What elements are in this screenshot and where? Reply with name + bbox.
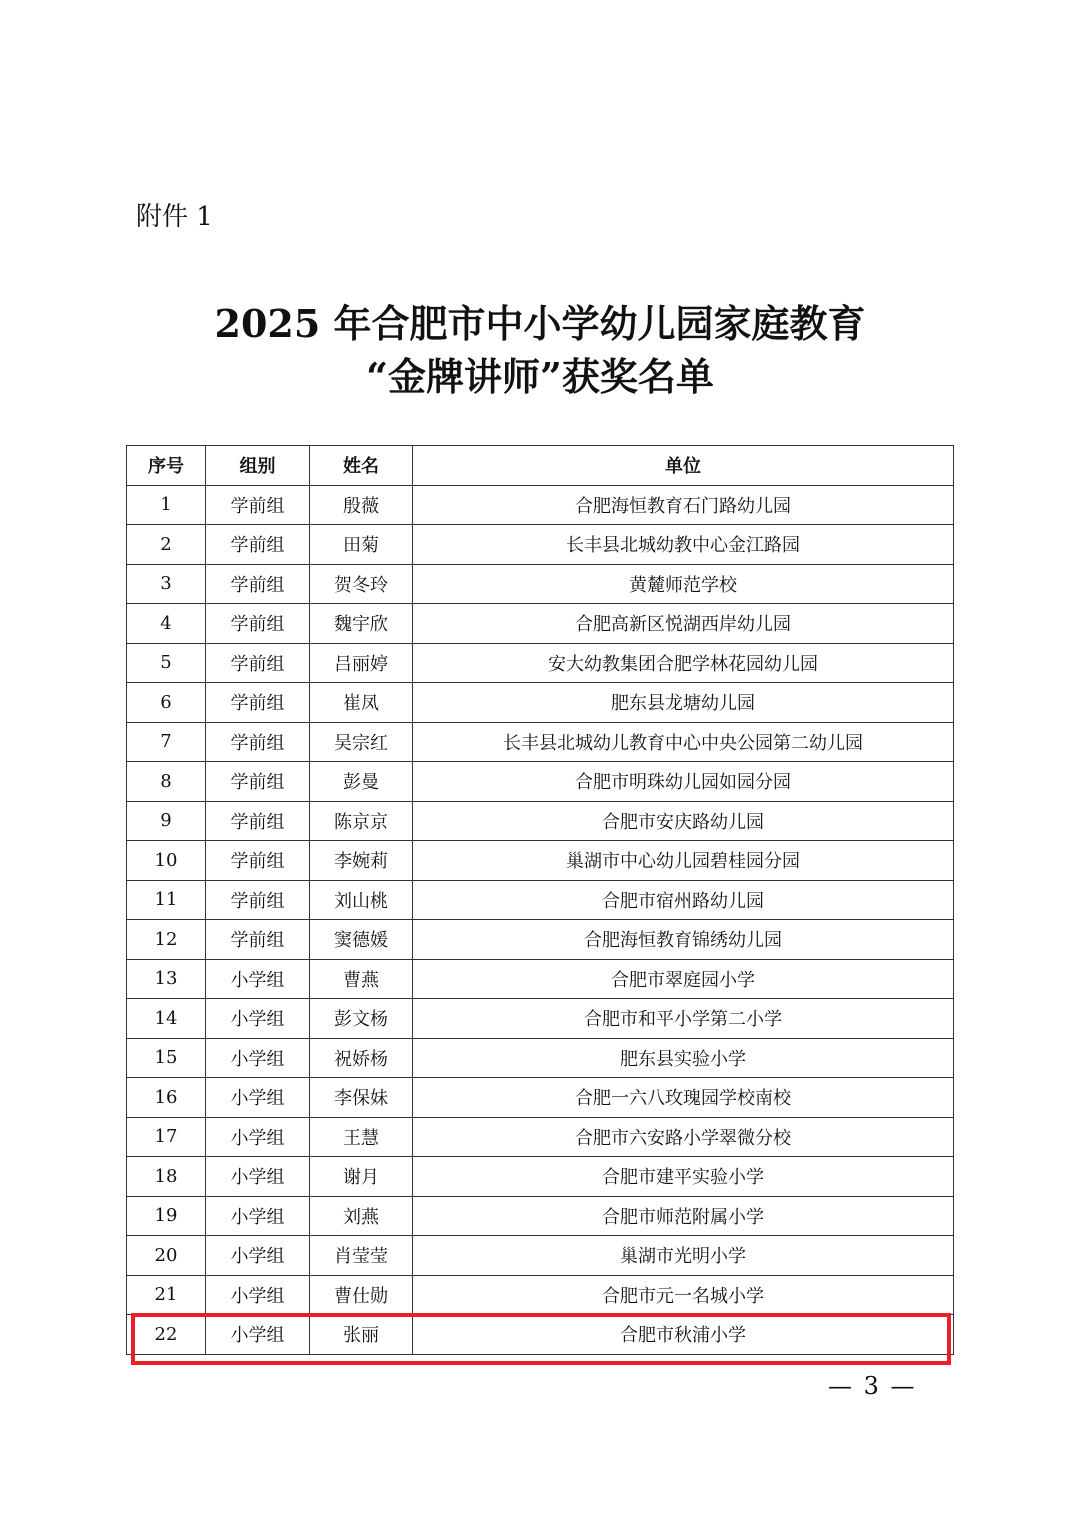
award-list-table — [126, 445, 954, 1355]
header-name: 姓名 — [310, 446, 413, 486]
cell-group: 学前组 — [206, 643, 310, 683]
cell-group: 小学组 — [206, 1275, 310, 1315]
cell-index: 19 — [127, 1196, 206, 1236]
cell-name: 曹仕勋 — [310, 1275, 413, 1315]
cell-name: 吴宗红 — [310, 722, 413, 762]
cell-group: 小学组 — [206, 1038, 310, 1078]
cell-index: 22 — [127, 1315, 206, 1355]
cell-unit: 黄麓师范学校 — [413, 564, 954, 604]
cell-index: 16 — [127, 1078, 206, 1118]
cell-unit: 合肥市和平小学第二小学 — [413, 999, 954, 1039]
cell-unit: 合肥高新区悦湖西岸幼儿园 — [413, 604, 954, 644]
table-row — [127, 920, 954, 960]
cell-index: 4 — [127, 604, 206, 644]
highlight-box — [131, 1313, 951, 1365]
cell-unit: 合肥市建平实验小学 — [413, 1157, 954, 1197]
cell-group: 学前组 — [206, 722, 310, 762]
cell-index: 12 — [127, 920, 206, 960]
table-row — [127, 959, 954, 999]
cell-unit: 合肥市翠庭园小学 — [413, 959, 954, 999]
page-number: — 3 — — [828, 1372, 917, 1400]
cell-group: 小学组 — [206, 1117, 310, 1157]
cell-group: 小学组 — [206, 1157, 310, 1197]
cell-index: 21 — [127, 1275, 206, 1315]
cell-index: 7 — [127, 722, 206, 762]
table-row — [127, 999, 954, 1039]
header-unit: 单位 — [413, 446, 954, 486]
table-row — [127, 1117, 954, 1157]
cell-name: 谢月 — [310, 1157, 413, 1197]
table-row — [127, 762, 954, 802]
cell-name: 祝娇杨 — [310, 1038, 413, 1078]
table-row — [127, 1275, 954, 1315]
cell-name: 殷薇 — [310, 485, 413, 525]
cell-unit: 合肥市六安路小学翠微分校 — [413, 1117, 954, 1157]
cell-group: 小学组 — [206, 1315, 310, 1355]
header-index: 序号 — [127, 446, 206, 486]
table-row — [127, 683, 954, 723]
cell-name: 李保妹 — [310, 1078, 413, 1118]
table-row — [127, 880, 954, 920]
cell-group: 学前组 — [206, 920, 310, 960]
cell-name: 张丽 — [310, 1315, 413, 1355]
cell-name: 吕丽婷 — [310, 643, 413, 683]
cell-unit: 合肥市明珠幼儿园如园分园 — [413, 762, 954, 802]
header-group: 组别 — [206, 446, 310, 486]
cell-index: 9 — [127, 801, 206, 841]
cell-index: 3 — [127, 564, 206, 604]
table-row — [127, 1236, 954, 1276]
table-row — [127, 604, 954, 644]
cell-unit: 长丰县北城幼儿教育中心中央公园第二幼儿园 — [413, 722, 954, 762]
cell-index: 15 — [127, 1038, 206, 1078]
cell-group: 小学组 — [206, 1196, 310, 1236]
table-row — [127, 801, 954, 841]
cell-group: 小学组 — [206, 1236, 310, 1276]
table-row — [127, 525, 954, 565]
cell-group: 学前组 — [206, 485, 310, 525]
cell-index: 17 — [127, 1117, 206, 1157]
cell-unit: 合肥海恒教育石门路幼儿园 — [413, 485, 954, 525]
cell-group: 学前组 — [206, 525, 310, 565]
table-row — [127, 1196, 954, 1236]
cell-name: 田菊 — [310, 525, 413, 565]
cell-index: 5 — [127, 643, 206, 683]
cell-group: 小学组 — [206, 999, 310, 1039]
cell-name: 刘山桃 — [310, 880, 413, 920]
cell-name: 崔凤 — [310, 683, 413, 723]
cell-index: 10 — [127, 841, 206, 881]
cell-group: 学前组 — [206, 880, 310, 920]
cell-index: 11 — [127, 880, 206, 920]
cell-name: 窦德媛 — [310, 920, 413, 960]
cell-group: 学前组 — [206, 801, 310, 841]
cell-unit: 合肥市宿州路幼儿园 — [413, 880, 954, 920]
cell-name: 曹燕 — [310, 959, 413, 999]
cell-unit: 合肥市师范附属小学 — [413, 1196, 954, 1236]
cell-group: 学前组 — [206, 762, 310, 802]
table-row — [127, 1078, 954, 1118]
cell-index: 20 — [127, 1236, 206, 1276]
cell-group: 学前组 — [206, 564, 310, 604]
attachment-label: 附件 1 — [136, 202, 213, 232]
table-row — [127, 1157, 954, 1197]
page-title-line-1: 2025 年合肥市中小学幼儿园家庭教育 — [214, 301, 866, 346]
table-row — [127, 643, 954, 683]
cell-name: 彭曼 — [310, 762, 413, 802]
table-header-row — [127, 446, 954, 486]
cell-name: 李婉莉 — [310, 841, 413, 881]
cell-unit: 巢湖市光明小学 — [413, 1236, 954, 1276]
cell-group: 学前组 — [206, 604, 310, 644]
cell-index: 6 — [127, 683, 206, 723]
cell-unit: 合肥市安庆路幼儿园 — [413, 801, 954, 841]
cell-unit: 安大幼教集团合肥学林花园幼儿园 — [413, 643, 954, 683]
cell-name: 王慧 — [310, 1117, 413, 1157]
cell-name: 贺冬玲 — [310, 564, 413, 604]
cell-unit: 合肥一六八玫瑰园学校南校 — [413, 1078, 954, 1118]
table-row — [127, 564, 954, 604]
cell-index: 8 — [127, 762, 206, 802]
cell-unit: 合肥市秋浦小学 — [413, 1315, 954, 1355]
table-row — [127, 841, 954, 881]
cell-unit: 肥东县实验小学 — [413, 1038, 954, 1078]
cell-index: 2 — [127, 525, 206, 565]
cell-name: 陈京京 — [310, 801, 413, 841]
cell-group: 小学组 — [206, 1078, 310, 1118]
cell-group: 小学组 — [206, 959, 310, 999]
table-row — [127, 722, 954, 762]
cell-index: 18 — [127, 1157, 206, 1197]
cell-group: 学前组 — [206, 841, 310, 881]
cell-unit: 合肥市元一名城小学 — [413, 1275, 954, 1315]
cell-name: 彭文杨 — [310, 999, 413, 1039]
cell-name: 肖莹莹 — [310, 1236, 413, 1276]
cell-unit: 巢湖市中心幼儿园碧桂园分园 — [413, 841, 954, 881]
page-title-line-2: “金牌讲师”获奖名单 — [366, 354, 714, 399]
cell-name: 刘燕 — [310, 1196, 413, 1236]
cell-unit: 肥东县龙塘幼儿园 — [413, 683, 954, 723]
cell-index: 13 — [127, 959, 206, 999]
cell-index: 14 — [127, 999, 206, 1039]
table-row — [127, 485, 954, 525]
cell-unit: 合肥海恒教育锦绣幼儿园 — [413, 920, 954, 960]
cell-name: 魏宇欣 — [310, 604, 413, 644]
cell-index: 1 — [127, 485, 206, 525]
cell-unit: 长丰县北城幼教中心金江路园 — [413, 525, 954, 565]
cell-group: 学前组 — [206, 683, 310, 723]
table-row — [127, 1038, 954, 1078]
